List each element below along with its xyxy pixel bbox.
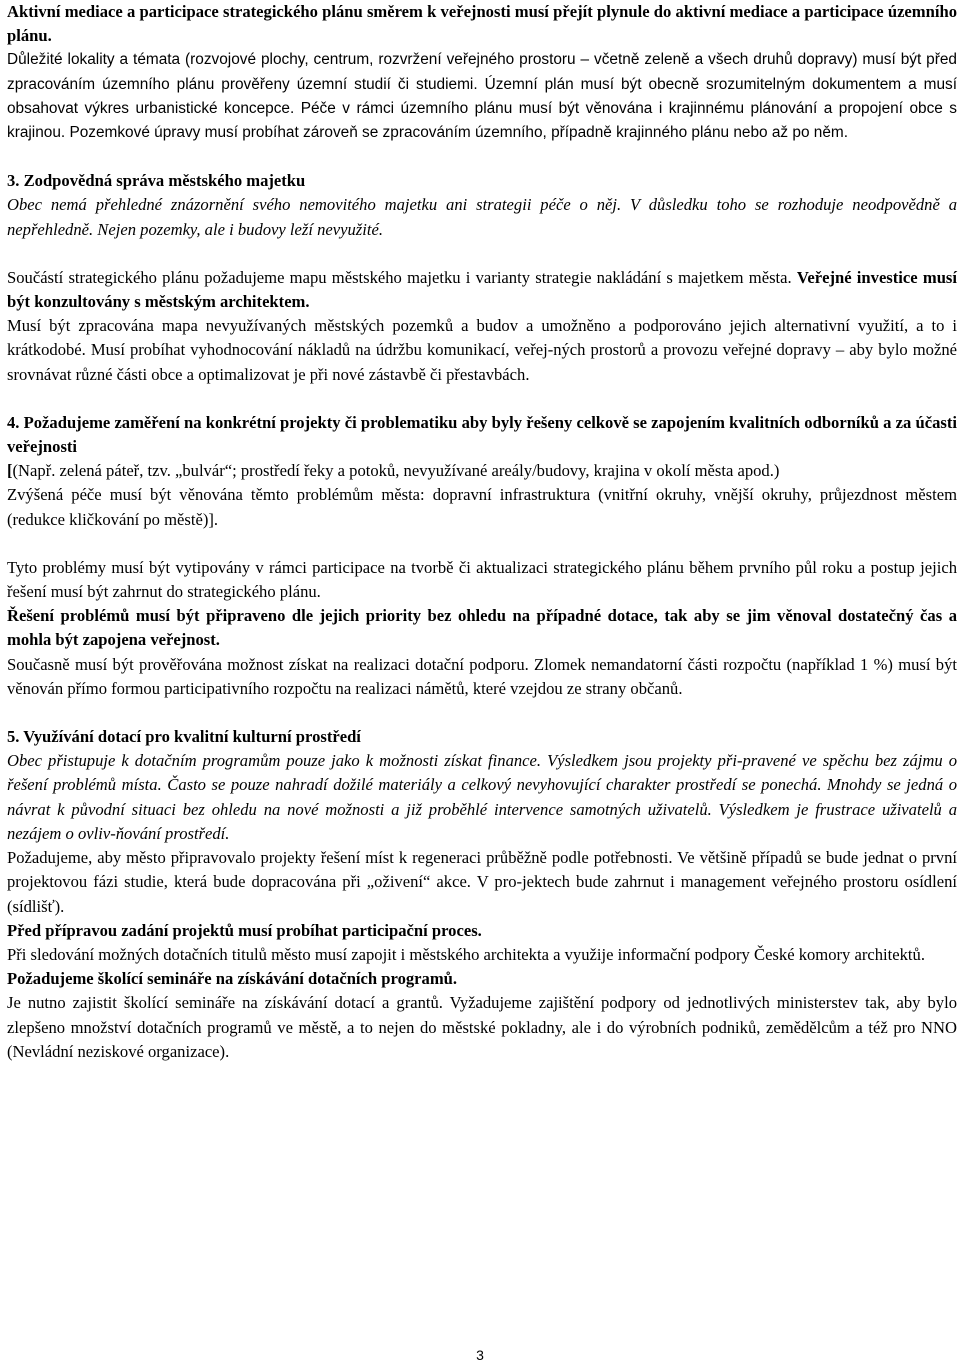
section-5-heading: 5. Využívání dotací pro kvalitní kulturní prostředí — [7, 727, 361, 747]
section-5-paragraph-3: Při sledování možných dotačních titulů město musí zapojit i městského architekta a využije informační podpory České komory architektů. — [7, 944, 925, 964]
section-4-heading: 4. Požadujeme zaměření na konkrétní projekty či problematiku aby byly řešeny celkově se zapojením kvalitních odborníků a za účasti veřejnosti — [7, 412, 957, 457]
section-4-paragraph-2: Tyto problémy musí být vytipovány v rámci participace na tvorbě či aktualizaci strategického plánu během prvního půl roku a postup jejich řešení musí být zahrnut do strategického plánu. — [7, 557, 957, 602]
section-4-paragraph-4: Současně musí být prověřována možnost získat na realizaci dotační podporu. Zlomek nemandatorní části rozpočtu (například 1 %) musí být věnován přímo formou participativního rozpočtu na realizaci námětů, které vzejdou ze strany občanů. — [7, 654, 957, 698]
land-adjustment-sentence: Pozemkové úpravy musí probíhat zároveň se zpracováním územního, případně krajinného plánu nebo až po něm. — [65, 124, 848, 142]
section-1-body — [7, 48, 957, 145]
section-4-examples: [(Např. zelená páteř, tzv. „bulvár“; prostředí řeky a potoků, nevyužívané areály/budovy, krajina v okolí města apod.) — [7, 461, 780, 481]
section-3-problem: Obec nemá přehledné znázornění svého nemovitého majetku ani strategii péče o něj. V důsledku toho se rozhoduje neodpovědně a nepřehledně. Nejen pozemky, ale i budovy leží nevyužité. — [7, 195, 957, 239]
page-number: 3 — [476, 1347, 484, 1363]
section-5-paragraph-2: Před přípravou zadání projektů musí probíhat participační proces. — [7, 920, 482, 940]
section-3-paragraph-1: Součástí strategického plánu požadujeme mapu městského majetku i varianty strategie nakládání s majetkem města. Veřejné investice musí být konzultovány s městským architektem. — [7, 267, 957, 312]
section-3-paragraph-2: Musí být zpracována mapa nevyužívaných městských pozemků a budov a umožněno a podporováno jejich alternativní využití, a to i krátkodobé. Musí probíhat vyhodnocování nákladů na údržbu komunikací, veřej-ných prostorů a provozu veřejné dopravy – aby bylo možné srovnávat různé části obce a optimalizovat je při nové zástavbě či přestavbách. — [7, 316, 957, 384]
document-page — [7, 0, 957, 1064]
participation-lead: Aktivní mediace a participace strategického plánu směrem k veřejnosti musí přejít plynule do aktivní mediace a participace územního plánu. — [7, 2, 957, 46]
section-5-paragraph-5: Je nutno zajistit školící semináře na získávání dotací a grantů. Vyžadujeme zajištění podpory od jednotlivých ministerstev tak, aby bylo zlepšeno množství dotačních programů ve městě, a to nejen do městské pokladny, ale i do výrobních podniků, zemědělcům a též pro NNO (Nevládní neziskové organizace). — [7, 993, 957, 1061]
section-5-problem: Obec přistupuje k dotačním programům pouze jako k možnosti získat finance. Výsledkem jsou projekty při-pravené ve spěchu bez zájmu o řešení problémů místa. Často se pouze nahradí dožilé materiály a celkový nevyhovující charakter prostředí se ponechá. Mnohdy se jedná o návrat k původní situaci bez ohledu na nové možnosti a již proběhlé intervence samotných uživatelů. Výsledkem je frustrace uživatelů a nezájem o ovliv-ňování prostředí. — [7, 751, 957, 843]
section-4-paragraph-3: Řešení problémů musí být připraveno dle jejich priority bez ohledu na případné dotace, tak aby se jim věnoval dostatečný čas a mohla být zapojena veřejnost. — [7, 606, 957, 650]
plan-sentence: Územní plán musí být obecně srozumitelným dokumentem a musí obsahovat výkres urbanistické koncepce. — [7, 75, 957, 117]
architect-consultation-note: Veřejné investice musí být konzultovány s městským architektem. — [7, 267, 957, 312]
section-4-paragraph-1: Zvýšená péče musí být věnována těmto problémům města: dopravní infrastruktura (vnitřní okruhy, vnější okruhy, průjezdnost městem (redukce kličkování po městě)]. — [7, 485, 957, 529]
section-3-heading: 3. Zodpovědná správa městského majetku — [7, 171, 306, 191]
studies-sentence: Důležité lokality a témata (rozvojové plochy, centrum, rozvržení veřejného prostoru – včetně zeleně a všech druhů dopravy) musí být před zpracováním územního plánu prověřeny územní studií či studiemi. — [7, 51, 957, 93]
section-1-intro — [7, 0, 957, 48]
section-5-paragraph-4: Požadujeme školící semináře na získávání dotačních programů. — [7, 969, 458, 989]
section-5-paragraph-1: Požadujeme, aby město připravovalo projekty řešení míst k regeneraci průběžně podle potřebnosti. Ve většině případů se bude jednat o první projektovou fázi studie, která bude dopracována při „oživení“ akce. V pro-jektech bude zahrnut i management veřejného prostoru osídlení (sídlišť). — [7, 848, 957, 916]
landscape-sentence: Péče v rámci územního plánu musí být věnována i krajinnému plánování a propojení obce s krajinou. — [7, 99, 957, 142]
